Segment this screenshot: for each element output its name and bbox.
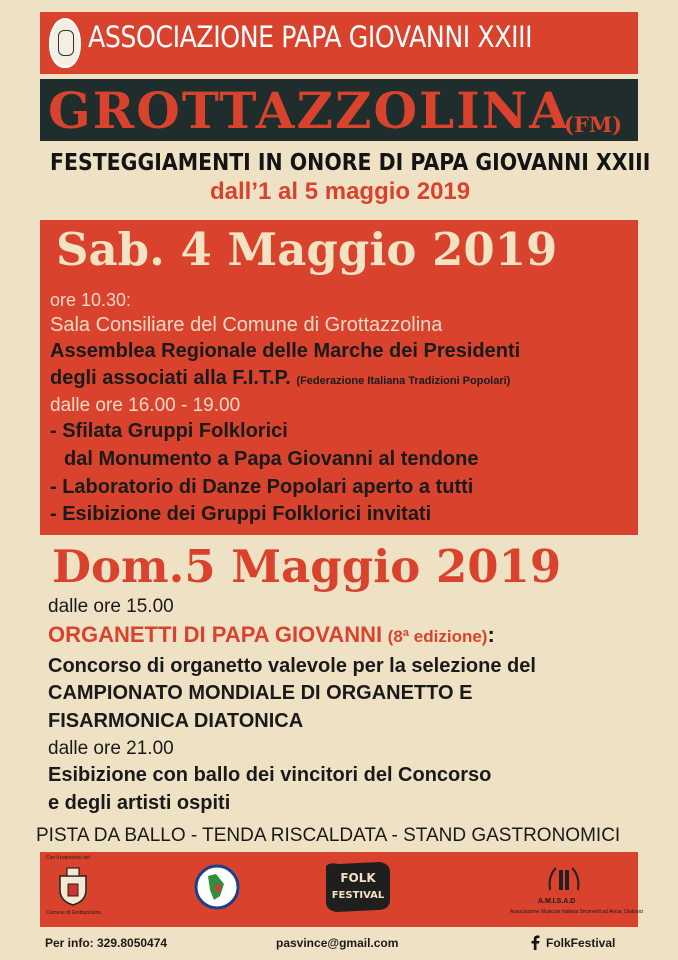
assembly-line-2-text: degli associati alla F.I.T.P.: [50, 367, 291, 389]
organetti-event: [48, 622, 495, 648]
services-line: PISTA DA BALLO - TENDA RISCALDATA - STAND GASTRONOMICI: [36, 825, 621, 846]
saturday-item-3: - Esibizione dei Gruppi Folklorici invitati: [50, 503, 432, 525]
amisad-name: A.M.I.S.A.D: [538, 898, 576, 905]
saturday-title: Sab. 4 Maggio 2019: [56, 223, 558, 276]
association-title: ASSOCIAZIONE PAPA GIOVANNI XXIII: [88, 20, 533, 54]
sunday-time-afternoon: dalle ore 15.00: [48, 596, 174, 617]
amisad-full-name: Associazione Musicale Italiana Strumenti ad Ancia, Diatonici: [510, 909, 644, 915]
saturday-time-morning: ore 10.30:: [50, 290, 132, 310]
show-line-1: Esibizione con ballo dei vincitori del Concorso: [48, 764, 492, 786]
assembly-line-1: Assemblea Regionale delle Marche dei Presidenti: [50, 340, 521, 362]
saturday-item-1: - Sfilata Gruppi Folklorici: [50, 420, 288, 442]
info-phone: Per info: 329.8050474: [45, 936, 168, 950]
contest-line-3: FISARMONICA DIATONICA: [48, 710, 304, 732]
organetti-edition: (8ª edizione): [387, 627, 488, 646]
sunday-title: Dom.5 Maggio 2019: [52, 540, 562, 593]
comune-label: Comune di Grottazzolina: [46, 910, 102, 916]
association-seal-logo: [49, 18, 81, 68]
organetti-event-name: ORGANETTI DI PAPA GIOVANNI: [48, 622, 383, 647]
province-label: (FM): [564, 112, 623, 137]
saturday-item-2: - Laboratorio di Danze Popolari aperto a tutti: [50, 476, 474, 498]
fitp-full-name: (Federazione Italiana Tradizioni Popolari): [296, 375, 511, 387]
festival-dates: dall’1 al 5 maggio 2019: [210, 178, 471, 205]
saturday-venue: Sala Consiliare del Comune di Grottazzolina: [50, 314, 443, 336]
amisad-logo-icon: [544, 862, 584, 898]
town-name: GROTTAZZOLINA: [48, 81, 571, 140]
assembly-line-2: [50, 367, 510, 390]
facebook-icon: [530, 935, 540, 950]
contest-line-2: CAMPIONATO MONDIALE DI ORGANETTO E: [48, 682, 473, 704]
comune-crest-icon: [57, 866, 89, 906]
festivities-heading: FESTEGGIAMENTI IN ONORE DI PAPA GIOVANNI XXIII: [50, 150, 651, 176]
fitp-logo-icon: [194, 864, 240, 910]
organetti-colon: :: [487, 622, 495, 647]
contact-email[interactable]: pasvince@gmail.com: [276, 936, 399, 950]
saturday-item-1-cont: dal Monumento a Papa Giovanni al tendone: [64, 448, 479, 470]
sunday-time-evening: dalle ore 21.00: [48, 738, 174, 759]
folk-logo-text-1: FOLK: [340, 871, 376, 885]
show-line-2: e degli artisti ospiti: [48, 792, 231, 814]
patronage-label: Con il patrocinio del: [46, 855, 90, 861]
folk-festival-logo: [318, 858, 398, 916]
folk-logo-text-2: FESTIVAL: [331, 890, 385, 901]
saturday-time-afternoon: dalle ore 16.00 - 19.00: [50, 395, 241, 416]
contest-line-1: Concorso di organetto valevole per la selezione del: [48, 655, 536, 677]
facebook-page[interactable]: FolkFestival: [546, 936, 616, 950]
